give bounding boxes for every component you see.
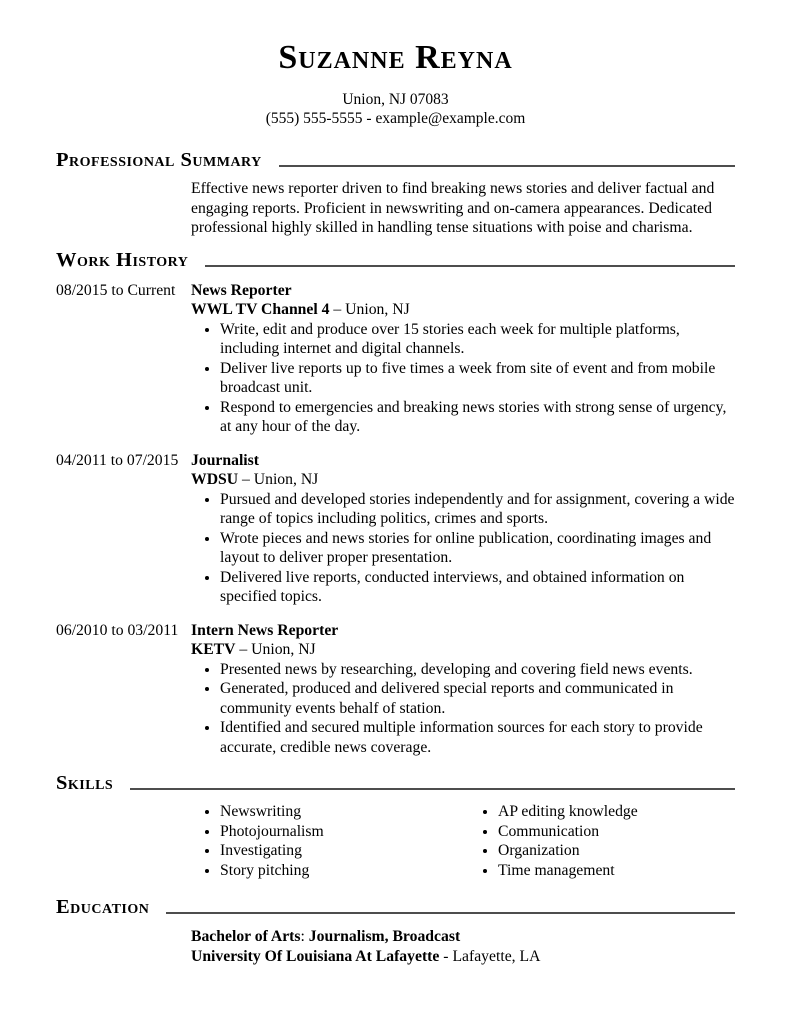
bullet-item: • Story pitching (220, 861, 469, 881)
education-school: University Of Louisiana At Lafayette (191, 947, 440, 965)
job-location: Union, NJ (251, 641, 316, 658)
summary-body (191, 179, 735, 238)
education-degree-separator: : (300, 928, 309, 945)
education-field: Journalism, Broadcast (308, 928, 461, 945)
job-detail (191, 281, 735, 437)
job-bullets (191, 320, 735, 437)
bullet-item: • Write, edit and produce over 15 stories each week for multiple platforms, including internet and digital channels. (220, 320, 735, 359)
bullet-item: • Identified and secured multiple information sources for each story to provide accurate, credible news coverage. (220, 718, 735, 757)
address-line: Union, NJ 07083 (342, 91, 449, 108)
bullet-item: • Delivered live reports, conducted interviews, and obtained information on specified topics. (220, 568, 735, 607)
bullet-item: • Wrote pieces and news stories for online publication, coordinating images and layout to deliver proper presentation. (220, 529, 735, 568)
job-company: WWL TV Channel 4 (191, 301, 330, 318)
job-title: Intern News Reporter (191, 621, 339, 639)
bullet-item: • Generated, produced and delivered special reports and communicated in community events behalf of station. (220, 679, 735, 718)
job-dates: 06/2010 to 03/2011 (56, 621, 179, 639)
bullet-item: • Communication (498, 822, 735, 842)
bullet-item: • Deliver live reports up to five times a week from site of event and from mobile broadcast unit. (220, 359, 735, 398)
bullet-item: • Newswriting (220, 802, 469, 822)
summary-section-title: Professional Summary (56, 149, 262, 171)
work-section-title: Work History (56, 248, 189, 271)
skills-section-title: Skills (56, 772, 114, 794)
job-bullets (191, 490, 735, 607)
education-section-header (56, 896, 735, 919)
education-degree: Bachelor of Arts (191, 928, 301, 945)
summary-section-header (56, 149, 735, 172)
bullet-item: • Organization (498, 841, 735, 861)
job-entry (56, 621, 735, 758)
job-company-line (191, 470, 735, 490)
job-company-line (191, 300, 735, 320)
bullet-item: • Pursued and developed stories independently and for assignment, covering a wide range of topics including politics, crimes and sports. (220, 490, 735, 529)
skills-section-header (56, 772, 735, 795)
job-detail (191, 621, 735, 758)
job-dates: 04/2011 to 07/2015 (56, 451, 179, 469)
bullet-item: • Photojournalism (220, 822, 469, 842)
resume-header (56, 40, 735, 128)
heading-rule (205, 265, 735, 267)
section-work-history (56, 249, 735, 758)
section-skills (56, 772, 735, 880)
heading-rule (279, 165, 735, 167)
bullet-item: • Respond to emergencies and breaking news stories with strong sense of urgency, at any hour of the day. (220, 398, 735, 437)
job-separator: – (242, 471, 250, 488)
education-body (191, 927, 735, 966)
summary-text: Effective news reporter driven to find breaking news stories and deliver factual and engaging reports. Proficient in newswriting and on-camera appearances. Dedicated professional highly skilled in handling tense situations with poise and charisma. (191, 180, 715, 236)
education-school-line (191, 947, 735, 967)
section-education (56, 896, 735, 966)
education-degree-line (191, 927, 735, 947)
bullet-item: • Presented news by researching, developing and covering field news events. (220, 660, 735, 680)
education-school-location: Lafayette, LA (452, 947, 541, 965)
heading-rule (166, 912, 735, 914)
job-dates: 08/2015 to Current (56, 281, 176, 299)
work-section-header (56, 249, 735, 272)
heading-rule (130, 788, 735, 790)
bullet-item: • Time management (498, 861, 735, 881)
job-entry (56, 281, 735, 437)
bullet-item: • AP editing knowledge (498, 802, 735, 822)
skills-column-1 (191, 802, 469, 880)
job-bullets (191, 660, 735, 758)
job-title: Journalist (191, 451, 259, 469)
candidate-name: Suzanne Reyna (278, 39, 513, 76)
skills-column-2 (469, 802, 735, 880)
contact-line: (555) 555-5555 - example@example.com (265, 110, 526, 127)
job-company: KETV (191, 641, 236, 658)
bullet-item: • Investigating (220, 841, 469, 861)
section-professional-summary (56, 149, 735, 238)
job-entry (56, 451, 735, 607)
skills-grid (191, 802, 735, 880)
job-company: WDSU (191, 471, 239, 488)
job-location: Union, NJ (253, 471, 319, 488)
education-section-title: Education (56, 896, 150, 918)
job-separator: – (239, 641, 248, 658)
education-school-separator: - (439, 947, 453, 965)
job-detail (191, 451, 735, 607)
job-separator: – (333, 301, 342, 318)
job-title: News Reporter (191, 281, 292, 299)
job-location: Union, NJ (345, 301, 410, 318)
job-company-line (191, 640, 735, 660)
